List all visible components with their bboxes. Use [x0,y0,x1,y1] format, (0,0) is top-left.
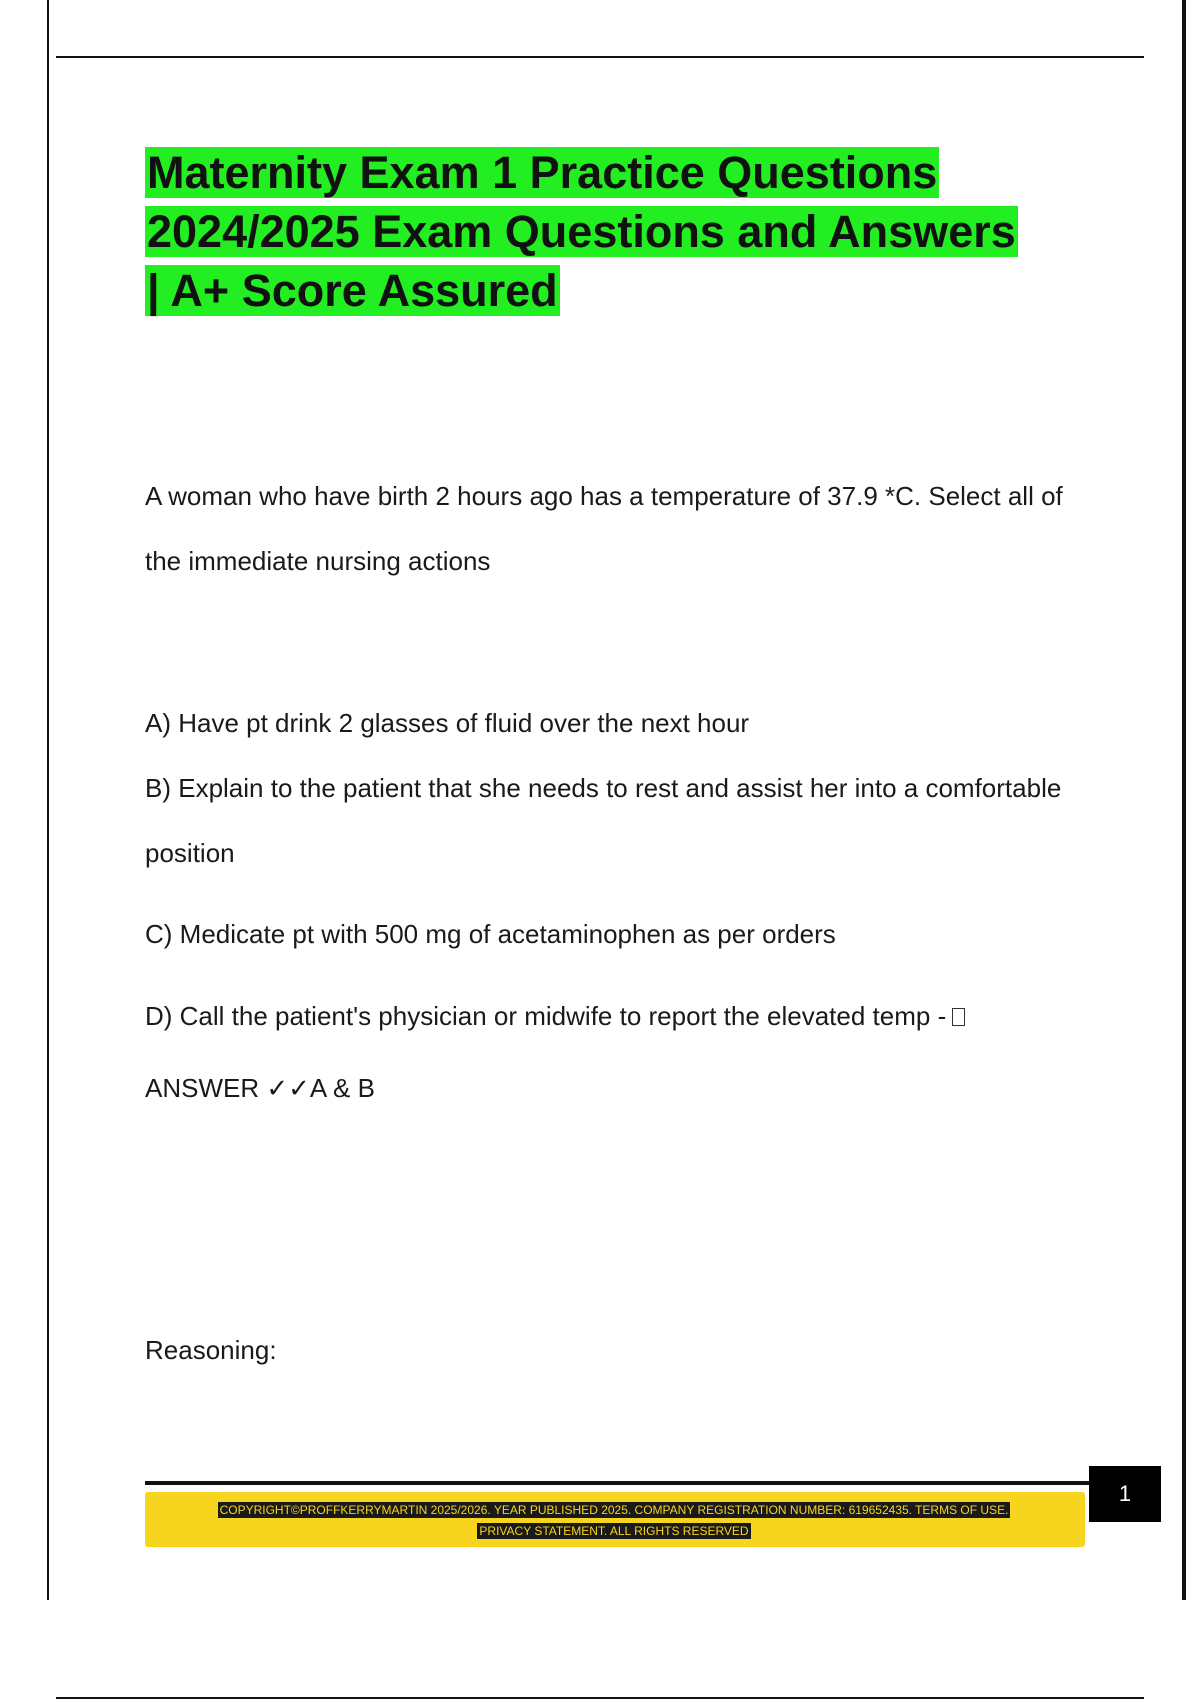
bottom-rule [56,1697,1144,1699]
left-page-border [47,0,49,1600]
copyright-line-1: COPYRIGHT©PROFFKERRYMARTIN 2025/2026. YEAR PUBLISHED 2025. COMPANY REGISTRATION NUMBER: 619652435. TERMS OF USE. [219,1503,1009,1517]
copyright-line-2: PRIVACY STATEMENT. ALL RIGHTS RESERVED [479,1524,749,1538]
option-b: B) Explain to the patient that she needs to rest and assist her into a comfortable position [145,773,1062,868]
page-number: 1 [1089,1466,1161,1522]
reasoning-label: Reasoning: [145,1335,277,1365]
option-d [145,984,1095,1049]
missing-glyph-icon [952,1008,965,1026]
right-page-border [1182,0,1186,1600]
title-line-3: | A+ Score Assured [147,265,558,316]
title-line-2: 2024/2025 Exam Questions and Answers [147,206,1016,257]
answer-line: ANSWER ✓✓A & B [145,1073,375,1103]
document-title [145,143,1085,320]
footer-copyright [168,1500,1060,1542]
title-line-1: Maternity Exam 1 Practice Questions [147,147,938,198]
option-c: C) Medicate pt with 500 mg of acetaminophen as per orders [145,919,836,949]
option-a: A) Have pt drink 2 glasses of fluid over the next hour [145,708,750,738]
option-d-text: D) Call the patient's physician or midwife to report the elevated temp - [145,1001,947,1031]
footer-rule [145,1481,1090,1485]
top-rule [56,56,1144,58]
question-text: A woman who have birth 2 hours ago has a temperature of 37.9 *C. Select all of the immediate nursing actions [145,481,1063,576]
